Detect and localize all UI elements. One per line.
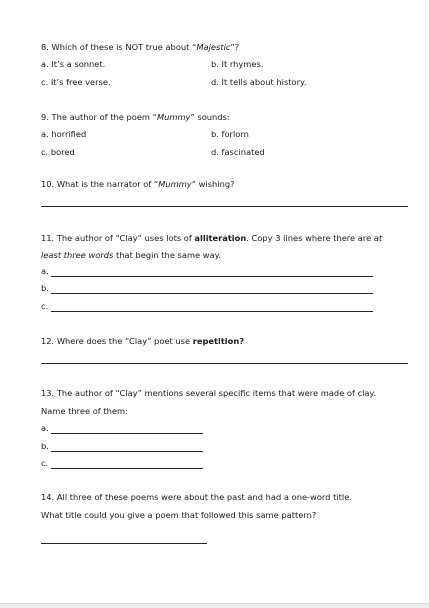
answer-label-13c: c. xyxy=(41,458,49,468)
answer-line-13c[interactable] xyxy=(51,468,203,469)
option-9b: b. forlorn xyxy=(211,129,249,139)
question-13-line-2: Name three of them: xyxy=(41,406,128,416)
answer-label-11c: c. xyxy=(41,301,49,311)
option-8b: b. It rhymes. xyxy=(211,59,264,69)
option-9c: c. bored xyxy=(41,147,75,157)
answer-line-12[interactable] xyxy=(41,363,408,364)
answer-label-11b: b. xyxy=(41,283,49,293)
question-9 xyxy=(41,110,416,159)
question-13-line-1: 13. The author of “Clay” mentions several specific items that were made of clay. xyxy=(41,388,376,398)
question-8-text: 8. Which of these is NOT true about “Majestic”? xyxy=(41,42,240,52)
question-10-text: 10. What is the narrator of “Mummy” wishing? xyxy=(41,179,235,189)
answer-label-13a: a. xyxy=(41,423,49,433)
answer-line-13a[interactable] xyxy=(51,433,203,434)
answer-line-10[interactable] xyxy=(41,206,408,207)
question-12-text: 12. Where does the “Clay” poet use repetition? xyxy=(41,336,245,346)
question-12 xyxy=(41,334,416,348)
option-8d: d. It tells about history. xyxy=(211,77,307,87)
question-13 xyxy=(41,386,416,418)
question-11-line-2: least three words that begin the same way. xyxy=(41,250,222,260)
question-14-line-2: What title could you give a poem that followed this same pattern? xyxy=(41,510,317,520)
answer-line-11a[interactable] xyxy=(51,276,373,277)
page-bottom-edge xyxy=(0,603,429,608)
answer-line-14[interactable] xyxy=(41,543,207,544)
option-9a: a. horrified xyxy=(41,129,87,139)
question-14-line-1: 14. All three of these poems were about the past and had a one-word title. xyxy=(41,492,352,502)
answer-line-11b[interactable] xyxy=(51,293,373,294)
answer-label-13b: b. xyxy=(41,441,49,451)
question-9-text: 9. The author of the poem “Mummy” sounds: xyxy=(41,112,230,122)
question-8 xyxy=(41,40,416,89)
option-8a: a. It’s a sonnet. xyxy=(41,59,106,69)
option-9d: d. fascinated xyxy=(211,147,265,157)
question-10 xyxy=(41,177,416,191)
answer-line-13b[interactable] xyxy=(51,451,203,452)
question-11 xyxy=(41,231,416,262)
question-14 xyxy=(41,490,416,522)
option-8c: c. It’s free verse. xyxy=(41,77,111,87)
answer-label-11a: a. xyxy=(41,266,49,276)
answer-line-11c[interactable] xyxy=(51,311,373,312)
question-11-line-1: 11. The author of “Clay” uses lots of alliteration. Copy 3 lines where there are at xyxy=(41,233,383,243)
